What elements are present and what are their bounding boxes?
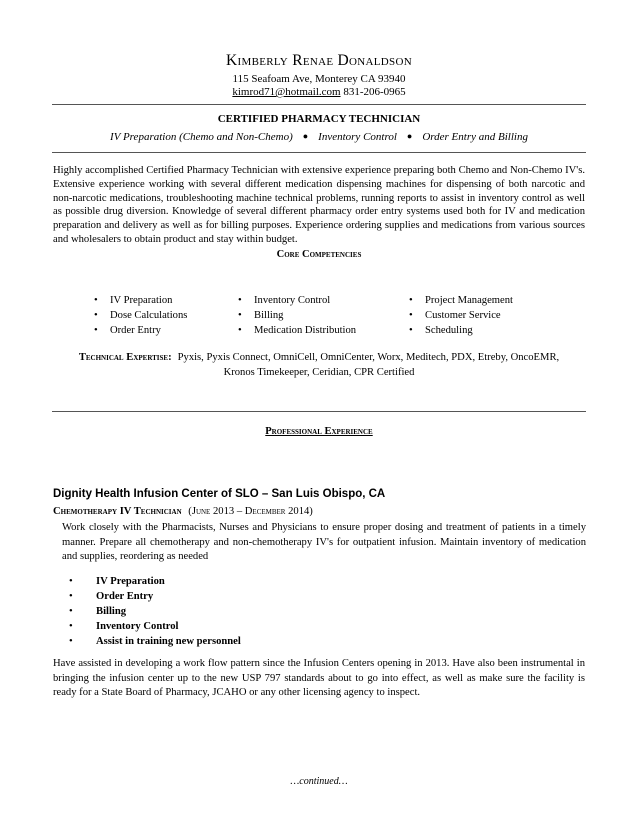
- competency-item: • Scheduling: [409, 324, 513, 339]
- headline-tag: Order Entry and Billing: [422, 131, 528, 143]
- skill-item: • IV Preparation: [69, 574, 241, 589]
- address: 115 Seafoam Ave, Monterey CA 93940: [232, 73, 406, 85]
- email-link[interactable]: kimrod71@hotmail.com: [232, 86, 341, 98]
- headline-tag: IV Preparation (Chemo and Non-Chemo): [110, 131, 293, 143]
- technical-list: Pyxis, Pyxis Connect, OmniCell, OmniCenter, Worx, Meditech, PDX, Etreby, OncoEMR,: [177, 352, 560, 363]
- competency-item: • IV Preparation: [94, 294, 187, 309]
- skill-item: • Assist in training new personnel: [69, 634, 241, 649]
- skill-item: • Billing: [69, 604, 241, 619]
- experience-divider: [52, 411, 586, 412]
- skill-item: • Inventory Control: [69, 619, 241, 634]
- headline-divider: [52, 152, 586, 153]
- technical-expertise: [50, 350, 588, 380]
- headline-tags: [0, 131, 638, 143]
- email-phone-line: [0, 86, 638, 99]
- job-title: Chemotherapy IV Technician: [53, 506, 182, 517]
- continued-note: …continued…: [290, 776, 348, 787]
- competency-item: • Customer Service: [409, 309, 513, 324]
- bullet-icon: ●: [406, 131, 413, 141]
- technical-line-1: [50, 350, 588, 365]
- technical-line-2: Kronos Timekeeper, Ceridian, CPR Certified: [223, 367, 415, 378]
- competency-item: • Medication Distribution: [238, 324, 356, 339]
- competency-item: • Inventory Control: [238, 294, 356, 309]
- competency-column-2: [238, 294, 356, 338]
- technical-label: Technical Expertise:: [78, 352, 172, 363]
- job-title-line: [53, 506, 313, 517]
- phone: 831-206-0965: [343, 86, 406, 98]
- employer-name: Dignity Health Infusion Center of SLO – San Luis Obispo, CA: [53, 488, 386, 500]
- candidate-name: Kimberly Renae Donaldson: [226, 52, 412, 69]
- contact-block: [0, 73, 638, 99]
- competency-item: • Dose Calculations: [94, 309, 187, 324]
- header-divider: [52, 104, 586, 105]
- core-competencies-title: Core Competencies: [276, 249, 362, 260]
- headline-title: CERTIFIED PHARMACY TECHNICIAN: [217, 113, 421, 125]
- job-skills-list: [69, 574, 241, 649]
- competency-item: • Billing: [238, 309, 356, 324]
- headline-tag: Inventory Control: [318, 131, 397, 143]
- job-dates: (June 2013 – December 2014): [188, 506, 313, 517]
- experience-title: [0, 426, 638, 437]
- job-duties: Work closely with the Pharmacists, Nurses and Physicians to ensure proper dosing and treatment of patients in a timely manner. Prepare all chemotherapy and non-chemotherapy IV's for outpatient infusion. Maintain inventory of medication and supplies, reordering as needed: [62, 522, 586, 562]
- summary-paragraph: Highly accomplished Certified Pharmacy Technician with extensive experience preparing both Chemo and Non-Chemo IV's. Extensive experience working with several different medication dispensing machines for dispensing of both narcotic and non-narcotic medications, troubleshooting machine technical problems, running reports to assist in inventory control as well as possible drug diversion. Knowledge of several different pharmacy order entry systems used both for IV and medication preparation and delivery as well as for billing purposes. Experience ordering supplies and medications from various sources and wholesalers to obtain product and stay within budget.: [53, 165, 585, 245]
- bullet-icon: ●: [302, 131, 309, 141]
- experience-title-text: Professional Experience: [265, 426, 373, 437]
- competency-column-3: [409, 294, 513, 338]
- skill-item: • Order Entry: [69, 589, 241, 604]
- job-closing-paragraph: Have assisted in developing a work flow pattern since the Infusion Centers opening in 2013. Have also been instrumental in bringing the infusion center up to the new USP 797 standards about to go into effect, as well as make sure the facility is ready for a State Board of Pharmacy, JCAHO or any other licensing agency to inspect.: [53, 658, 585, 698]
- competency-column-1: [94, 294, 187, 338]
- competency-item: • Project Management: [409, 294, 513, 309]
- competency-item: • Order Entry: [94, 324, 187, 339]
